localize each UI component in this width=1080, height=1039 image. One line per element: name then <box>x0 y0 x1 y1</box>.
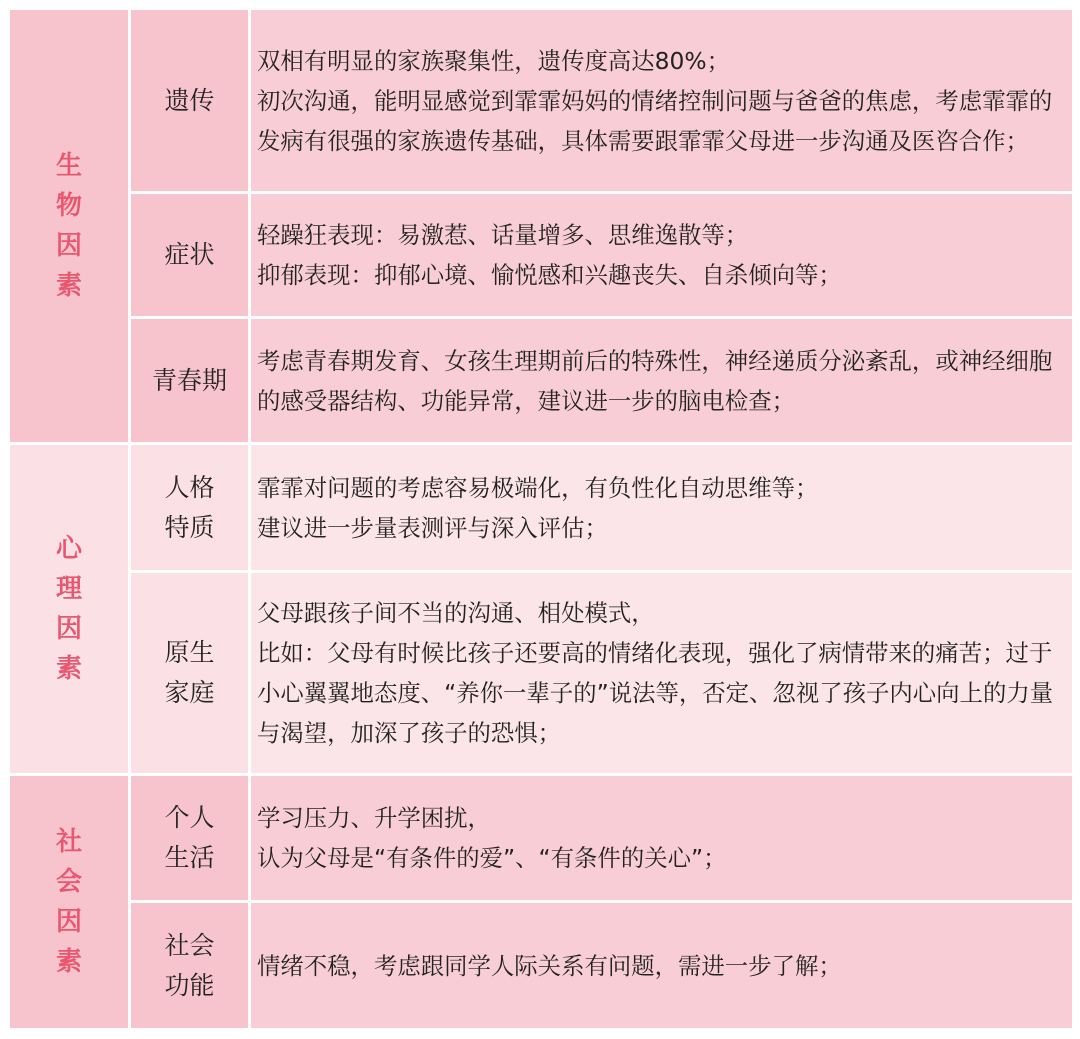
description-heredity <box>251 10 1072 191</box>
description-personal-life <box>251 776 1072 900</box>
description-social-function <box>251 903 1072 1028</box>
category-label: 社会因素 <box>55 827 82 977</box>
description-symptoms <box>251 194 1072 316</box>
description-text: 学习压力、升学困扰， 认为父母是“有条件的爱”、“有条件的关心”； <box>257 804 727 872</box>
subcategory-label: 人格 特质 <box>164 472 215 542</box>
description-text: 霏霏对问题的考虑容易极端化，有负性化自动思维等； 建议进一步量表测评与深入评估； <box>257 473 819 542</box>
category-biological <box>10 10 128 442</box>
subcategory-puberty <box>131 319 248 442</box>
subcategory-label: 症状 <box>164 240 215 269</box>
description-text: 情绪不稳，考虑跟同学人际关系有问题，需进一步了解； <box>257 951 842 980</box>
subcategory-label: 原生 家庭 <box>164 638 215 707</box>
subcategory-label: 个人 生活 <box>164 803 215 872</box>
description-puberty <box>251 319 1072 442</box>
subcategory-label: 青春期 <box>151 365 227 395</box>
subcategory-social-function <box>131 903 248 1028</box>
subcategory-symptoms <box>131 194 248 316</box>
subcategory-family-of-origin <box>131 573 248 773</box>
category-label: 生物因素 <box>55 151 82 301</box>
subcategory-personality <box>131 445 248 570</box>
category-label: 心理因素 <box>55 534 82 684</box>
category-psychological <box>10 445 128 773</box>
description-text: 考虑青春期发育、女孩生理期前后的特殊性，神经递质分泌紊乱，或神经细胞的感受器结构、功能异常，建议进一步的脑电检查； <box>257 346 1053 415</box>
subcategory-label: 遗传 <box>164 85 215 115</box>
description-text: 双相有明显的家族聚集性，遗传度高达80%； 初次沟通，能明显感觉到霏霏妈妈的情绪控制问题与爸爸的焦虑，考虑霏霏的发病有很强的家族遗传基础，具体需要跟霏霏父母进一步沟通及医咨合作； <box>257 46 1053 155</box>
factor-analysis-table <box>10 10 1072 1028</box>
subcategory-heredity <box>131 10 248 191</box>
description-personality <box>251 445 1072 570</box>
category-social <box>10 776 128 1028</box>
subcategory-label: 社会 功能 <box>164 930 215 1000</box>
description-text: 父母跟孩子间不当的沟通、相处模式， 比如：父母有时候比孩子还要高的情绪化表现，强化了病情带来的痛苦；过于小心翼翼地态度、“养你一辈子的”说法等，否定、忽视了孩子内心向上的力量与渴望，加深了孩子的恐惧； <box>257 599 1054 747</box>
subcategory-personal-life <box>131 776 248 900</box>
description-text: 轻躁狂表现：易激惹、话量增多、思维逸散等； 抑郁表现：抑郁心境、愉悦感和兴趣丧失、自杀倾向等； <box>257 221 842 289</box>
description-family-of-origin <box>251 573 1072 773</box>
